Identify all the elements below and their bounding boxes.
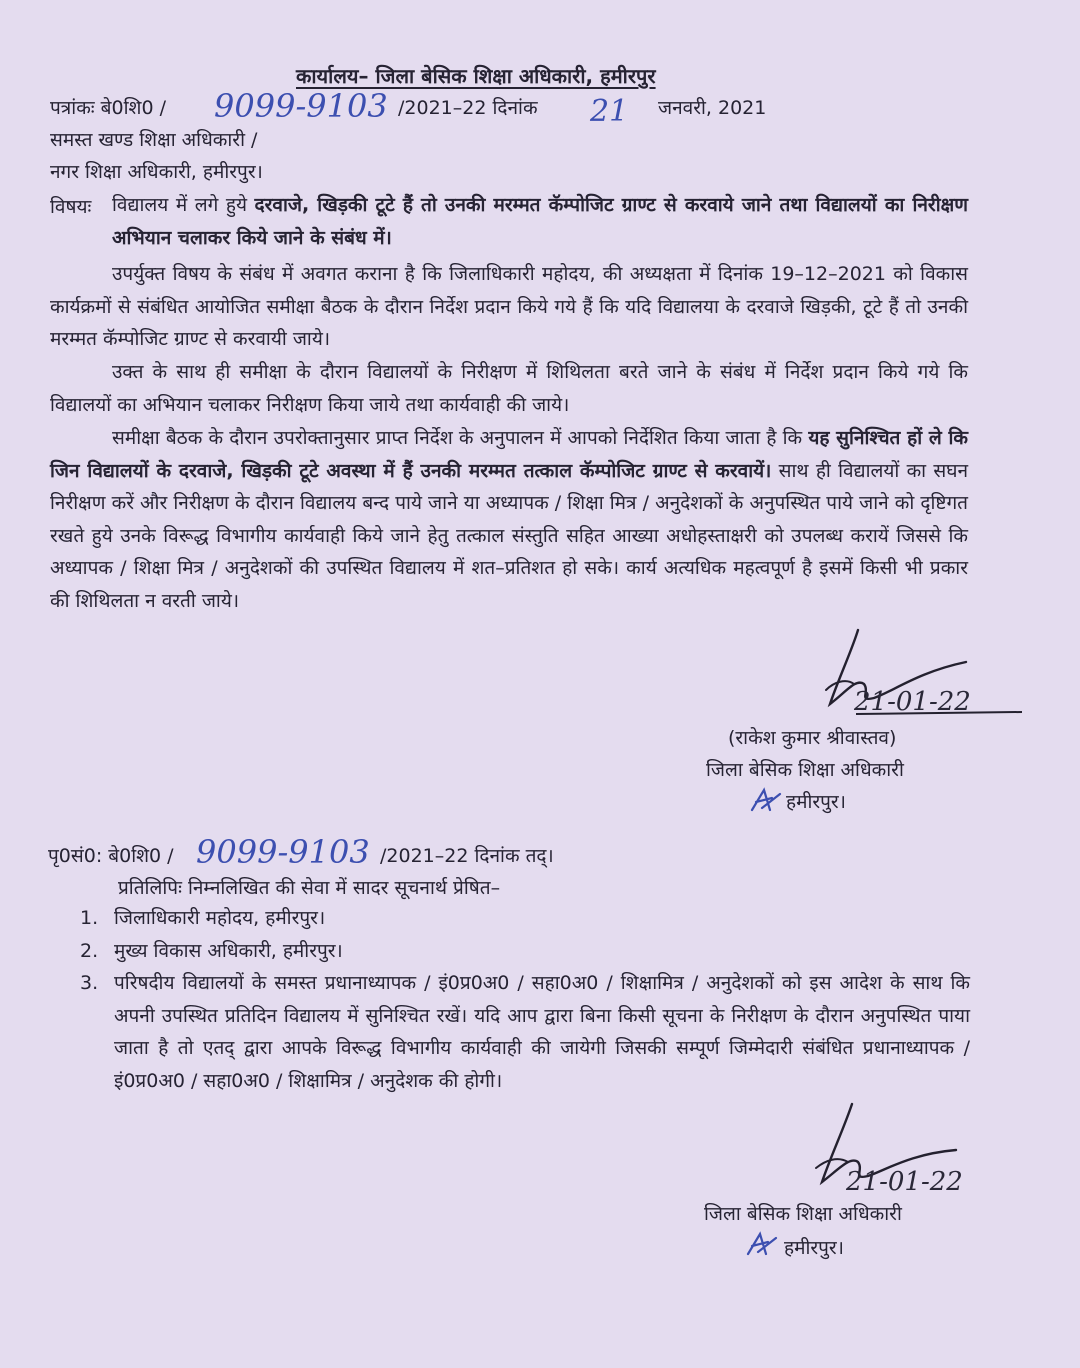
- copy-intro: प्रतिलिपिः निम्नलिखित की सेवा में सादर सूचनार्थ प्रेषित–: [118, 877, 501, 899]
- signature-2-date: 21-01-22: [846, 1167, 963, 1197]
- signatory-1-place: हमीरपुर।: [786, 791, 846, 813]
- signatory-name: (राकेश कुमार श्रीवास्तव): [728, 727, 897, 749]
- signatory-2-place: हमीरपुर।: [784, 1237, 844, 1259]
- subject-label: विषयः: [50, 196, 92, 218]
- subject-normal: विद्यालय में लगे हुये: [112, 194, 247, 216]
- copy-list-item: [80, 935, 970, 968]
- signatory-2-title: जिला बेसिक शिक्षा अधिकारी: [704, 1203, 902, 1225]
- signature-1-date: 21-01-22: [854, 687, 971, 717]
- copy-list-number: 1.: [80, 907, 99, 929]
- copy-list-item: [80, 967, 970, 1097]
- copy-list-number: 2.: [80, 939, 99, 962]
- letter-ref-year: /2021–22 दिनांक: [398, 97, 538, 119]
- recipient-line-2: नगर शिक्षा अधिकारी, हमीरपुर।: [50, 161, 263, 183]
- initial-mark-2: [744, 1230, 780, 1258]
- copy-list-item: [80, 902, 970, 935]
- office-heading: कार्यालय– जिला बेसिक शिक्षा अधिकारी, हमीरपुर: [296, 64, 656, 88]
- subject-bold: दरवाजे, खिड़की टूटे हैं तो उनकी मरम्मत कॅम्पोजिट ग्राण्ट से करवाये जाने तथा विद्यालयों का निरीक्षण अभियान चलाकर किये जाने के संबंध में।: [112, 194, 968, 249]
- copy-list-text: परिषदीय विद्यालयों के समस्त प्रधानाध्यापक / इं0प्र0अ0 / सहा0अ0 / शिक्षामित्र / अनुदेशकों को इस आदेश के साथ कि अपनी उपस्थित प्रतिदिन विद्यालय में सुनिश्चित रखें। यदि आप द्वारा बिना किसी सूचना के निरीक्षण के दौरान अनुपस्थित पाया जाता है तो एतद् द्वारा आपके विरूद्ध विभागीय कार्यवाही की जायेगी जिसकी सम्पूर्ण जिम्मेदारी संबंधित प्रधानाध्यापक / इं0प्र0अ0 / सहा0अ0 / शिक्षामित्र / अनुदेशक की होगी।: [114, 972, 970, 1092]
- para3-bold: यह सुनिश्चित हों ले कि जिन विद्यालयों के दरवाजे, खिड़की टूटे अवस्था में हैं उनकी मरम्मत तत्काल कॅम्पोजिट ग्राण्ट से करवायें।: [50, 427, 968, 482]
- subject-text: [112, 189, 968, 254]
- letter-day-handwritten: 21: [590, 94, 629, 129]
- copy-ref-year: /2021–22 दिनांक तद्।: [380, 845, 554, 867]
- letter-ref-prefix: पत्रांकः बे0शि0 /: [50, 97, 166, 119]
- signatory-1-title: जिला बेसिक शिक्षा अधिकारी: [706, 759, 904, 781]
- body-paragraph-3: [50, 422, 968, 618]
- copy-number-handwritten: 9099-9103: [196, 833, 370, 871]
- copy-list-text: जिलाधिकारी महोदय, हमीरपुर।: [114, 907, 326, 929]
- copy-list: [80, 902, 970, 1098]
- letter-month-year: जनवरी, 2021: [658, 97, 767, 119]
- copy-list-number: 3.: [80, 972, 99, 995]
- recipient-line-1: समस्त खण्ड शिक्षा अधिकारी /: [50, 129, 258, 151]
- body-paragraph-1: उपर्युक्त विषय के संबंध में अवगत कराना है कि जिलाधिकारी महोदय, की अध्यक्षता में दिनांक 19–12–2021 को विकास कार्यक्रमों से संबंधित आयोजित समीक्षा बैठक के दौरान निर्देश प्रदान किये गये हैं कि यदि विद्यालया के दरवाजे खिड़की, टूटे हैं तो उनकी मरम्मत कॅम्पोजिट ग्राण्ट से करवायी जाये।: [50, 263, 968, 351]
- initial-mark-1: [748, 786, 784, 814]
- letter-number-handwritten: 9099-9103: [214, 87, 388, 125]
- copy-list-text: मुख्य विकास अधिकारी, हमीरपुर।: [114, 939, 343, 962]
- para3-start: समीक्षा बैठक के दौरान उपरोक्तानुसार प्राप्त निर्देश के अनुपालन में आपको निर्देशित किया जाता है कि: [112, 427, 803, 449]
- body-paragraph-2: उक्त के साथ ही समीक्षा के दौरान विद्यालयों के निरीक्षण में शिथिलता बरते जाने के संबंध में निर्देश प्रदान किये गये कि विद्यालयों का अभियान चलाकर निरीक्षण किया जाये तथा कार्यवाही की जाये।: [50, 361, 968, 416]
- copy-ref-prefix: पृ0सं0: बे0शि0 /: [48, 845, 174, 867]
- para3-end: साथ ही विद्यालयों का सघन निरीक्षण करें और निरीक्षण के दौरान विद्यालय बन्द पाये जाने या अध्यापक / शिक्षा मित्र / अनुदेशकों के अनुपस्थित पाये जाने को दृष्टिगत रखते हुये उनके विरूद्ध विभागीय कार्यवाही किये जाने हेतु तत्काल संस्तुति सहित आख्या अधोहस्ताक्षरी को उपलब्ध करायें जिससे कि अध्यापक / शिक्षा मित्र / अनुदेशकों की उपस्थित विद्यालय में शत–प्रतिशत हो सके। कार्य अत्यधिक महत्वपूर्ण है इसमें किसी भी प्रकार की शिथिलता न वरती जाये।: [50, 459, 968, 612]
